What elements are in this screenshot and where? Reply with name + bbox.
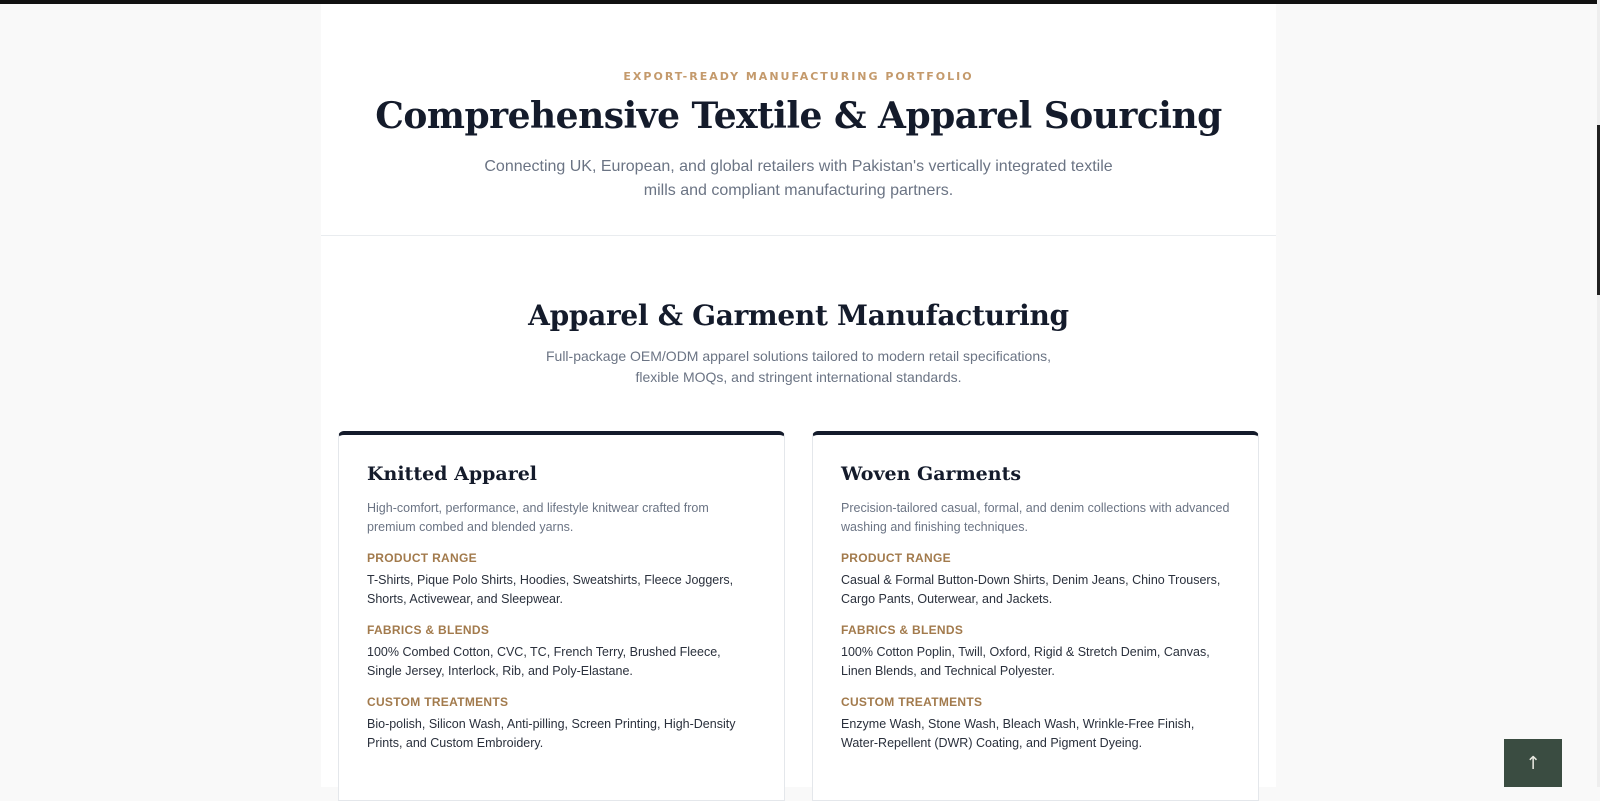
page-subtitle: Connecting UK, European, and global retailers with Pakistan's vertically integrated textile mills and compliant manufacturing partners. [484,158,1113,199]
card-description: High-comfort, performance, and lifestyle knitwear crafted from premium combed and blended yarns. [367,501,709,534]
treatments-text: Bio-polish, Silicon Wash, Anti-pilling, Screen Printing, High-Density Prints, and Custom Embroidery. [367,717,736,750]
product-range-label: PRODUCT RANGE [841,551,951,565]
treatments-label: CUSTOM TREATMENTS [367,695,509,709]
card-title: Woven Garments [841,463,1022,485]
arrow-up-icon: ↑ [1525,752,1541,774]
product-range-label: PRODUCT RANGE [367,551,477,565]
apparel-section [321,236,1276,388]
card-description: Precision-tailored casual, formal, and denim collections with advanced washing and finishing techniques. [841,501,1230,534]
eyebrow-label: EXPORT-READY MANUFACTURING PORTFOLIO [623,70,974,83]
fabrics-label: FABRICS & BLENDS [367,623,490,637]
treatments-label: CUSTOM TREATMENTS [841,695,983,709]
treatments-text: Enzyme Wash, Stone Wash, Bleach Wash, Wrinkle-Free Finish, Water-Repellent (DWR) Coating, and Pigment Dyeing. [841,717,1195,750]
main-content [321,4,1276,787]
hero-section [321,4,1276,236]
card-title: Knitted Apparel [367,463,538,485]
fabrics-text: 100% Cotton Poplin, Twill, Oxford, Rigid & Stretch Denim, Canvas, Linen Blends, and Technical Polyester. [841,645,1210,678]
card-knitted-apparel [338,431,785,801]
page-title: Comprehensive Textile & Apparel Sourcing [375,95,1222,137]
card-woven-garments [812,431,1259,801]
back-to-top-button[interactable] [1504,739,1562,787]
section-title: Apparel & Garment Manufacturing [528,299,1069,332]
product-range-text: T-Shirts, Pique Polo Shirts, Hoodies, Sweatshirts, Fleece Joggers, Shorts, Activewear, and Sleepwear. [367,573,734,606]
fabrics-text: 100% Combed Cotton, CVC, TC, French Terry, Brushed Fleece, Single Jersey, Interlock, Rib, and Poly-Elastane. [367,645,721,678]
card-grid [338,431,1259,801]
fabrics-label: FABRICS & BLENDS [841,623,964,637]
product-range-text: Casual & Formal Button-Down Shirts, Denim Jeans, Chino Trousers, Cargo Pants, Outerwear, and Jackets. [841,573,1221,606]
section-subtitle: Full-package OEM/ODM apparel solutions tailored to modern retail specifications, flexible MOQs, and stringent international standards. [545,348,1051,385]
